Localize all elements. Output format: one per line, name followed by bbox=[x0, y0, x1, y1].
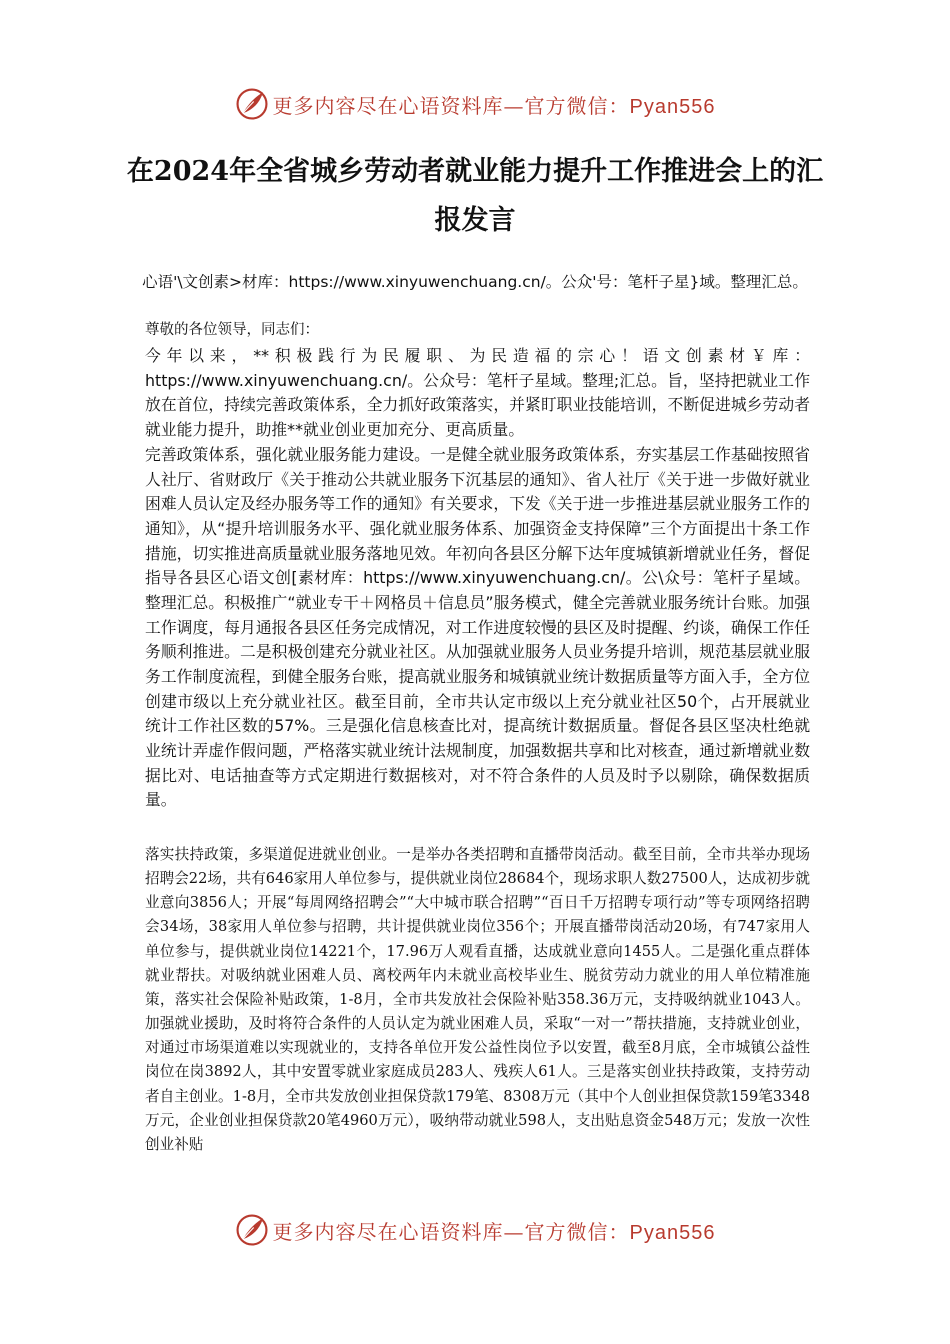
banner-text bbox=[273, 1216, 716, 1245]
paragraph-intro: 今年以来，**积极践行为民履职、为民造福的宗心！语文创素材￥库：https://www.xinyuwenchuang.cn/。公众号：笔杆子星域。整理;汇总。旨，坚持把就业工作放在首位，持续完善政策体系，全力抓好政策落实，并紧盯职业技能培训，不断促进城乡劳动者就业能力提升，助推**就业创业更加充分、更高质量。 bbox=[145, 346, 810, 439]
document-title: 在2024年全省城乡劳动者就业能力提升工作推进会上的汇报发言 bbox=[126, 156, 824, 236]
banner-slogan: 更多内容尽在心语资料库—官方微信： bbox=[272, 1219, 630, 1244]
paragraph-support-policy: 落实扶持政策，多渠道促进就业创业。一是举办各类招聘和直播带岗活动。截至目前，全市共举办现场招聘会22场，共有646家用人单位参与，提供就业岗位28684个，现场求职人数27500人，达成初步就业意向3856人；开展“每周网络招聘会”“大中城市联合招聘”“百日千万招聘专项行动”等专项网络招聘会34场，38家用人单位参与招聘，共计提供就业岗位356个；开展直播带岗活动20场，有747家用人单位参与，提供就业岗位14221个，17.96万人观看直播，达成就业意向1455人。二是强化重点群体就业帮扶。对吸纳就业困难人员、离校两年内未就业高校毕业生、脱贫劳动力就业的用人单位精准施策，落实社会保险补贴政策，1-8月，全市共发放社会保险补贴358.36万元，支持吸纳就业1043人。加强就业援助，及时将符合条件的人员认定为就业困难人员，采取“一对一”帮扶措施，支持就业创业，对通过市场渠道难以实现就业的，支持各单位开发公益性岗位予以安置，截至8月底，全市城镇公益性岗位在岗3892人，其中安置零就业家庭成员283人、残疾人61人。三是落实创业扶持政策，支持劳动者自主创业。1-8月，全市共发放创业担保贷款179笔、8308万元（其中个人创业担保贷款159笔3348万元，企业创业担保贷款20笔4960万元），吸纳带动就业598人，支出贴息资金548万元；发放一次性创业补贴 bbox=[145, 846, 810, 1153]
banner-slogan: 更多内容尽在心语资料库—官方微信： bbox=[272, 93, 630, 118]
banner-text bbox=[273, 90, 716, 119]
header-banner[interactable] bbox=[0, 84, 950, 124]
feather-pen-logo-icon bbox=[235, 1213, 269, 1247]
banner-account: Pyan556 bbox=[629, 1221, 716, 1244]
greeting: 尊敬的各位领导，同志们： bbox=[145, 322, 319, 338]
source-note: 心语'\文创素>材库：https://www.xinyuwenchuang.cn/。公众'号：笔杆子星}域。整理汇总。 bbox=[142, 273, 808, 291]
banner-account: Pyan556 bbox=[629, 95, 716, 118]
feather-pen-logo-icon bbox=[235, 87, 269, 121]
paragraph-policy-system: 完善政策体系，强化就业服务能力建设。一是健全就业服务政策体系，夯实基层工作基础按照省人社厅、省财政厅《关于推动公共就业服务下沉基层的通知》、省人社厅《关于进一步做好就业困难人员认定及经办服务等工作的通知》有关要求，下发《关于进一步推进基层就业服务工作的通知》，从“提升培训服务水平、强化就业服务体系、加强资金支持保障”三个方面提出十条工作措施，切实推进高质量就业服务落地见效。年初向各县区分解下达年度城镇新增就业任务，督促指导各县区心语文创[素材库：https://www.xinyuwenchuang.cn/。公\众号：笔杆子星域。整理汇总。积极推广“就业专干＋网格员＋信息员”服务模式，健全完善就业服务统计台账。加强工作调度，每月通报各县区任务完成情况，对工作进度较慢的县区及时提醒、约谈，确保工作任务顺利推进。二是积极创建充分就业社区。从加强就业服务人员业务提升培训，规范基层就业服务工作制度流程，到健全服务台账，提高就业服务和城镇就业统计数据质量等方面入手，全方位创建市级以上充分就业社区。截至目前，全市共认定市级以上充分就业社区50个，占开展就业统计工作社区数的57%。三是强化信息核查比对，提高统计数据质量。督促各县区坚决杜绝就业统计弄虚作假问题，严格落实就业统计法规制度，加强数据共享和比对核查，通过新增就业数据比对、电话抽查等方式定期进行数据核对，对不符合条件的人员及时予以剔除，确保数据质量。 bbox=[145, 445, 810, 810]
footer-banner[interactable] bbox=[0, 1210, 950, 1250]
